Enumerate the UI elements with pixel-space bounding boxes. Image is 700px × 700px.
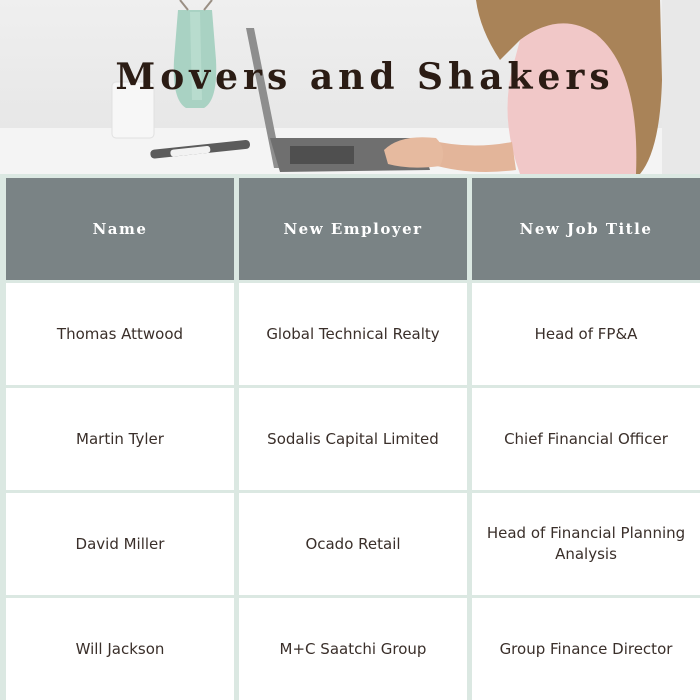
table-cell-job-title: Head of FP&A [472, 283, 700, 385]
table-cell-employer: Global Technical Realty [239, 283, 467, 385]
table-cell-name: David Miller [6, 493, 234, 595]
table-cell-employer: Sodalis Capital Limited [239, 388, 467, 490]
table-cell-job-title: Group Finance Director [472, 598, 700, 700]
table-cell-employer: Ocado Retail [239, 493, 467, 595]
table-cell-name: Will Jackson [6, 598, 234, 700]
hero-photo [0, 0, 700, 174]
column-header-name: Name [6, 178, 234, 280]
movers-table [3, 174, 697, 700]
table-cell-job-title: Head of Financial Planning Analysis [472, 493, 700, 595]
table-cell-name: Martin Tyler [6, 388, 234, 490]
table-cell-job-title: Chief Financial Officer [472, 388, 700, 490]
table-cell-name: Thomas Attwood [6, 283, 234, 385]
table-cell-employer: M+C Saatchi Group [239, 598, 467, 700]
column-header-new-job-title: New Job Title [472, 178, 700, 280]
page-title: Movers and Shakers [115, 56, 615, 98]
column-header-new-employer: New Employer [239, 178, 467, 280]
